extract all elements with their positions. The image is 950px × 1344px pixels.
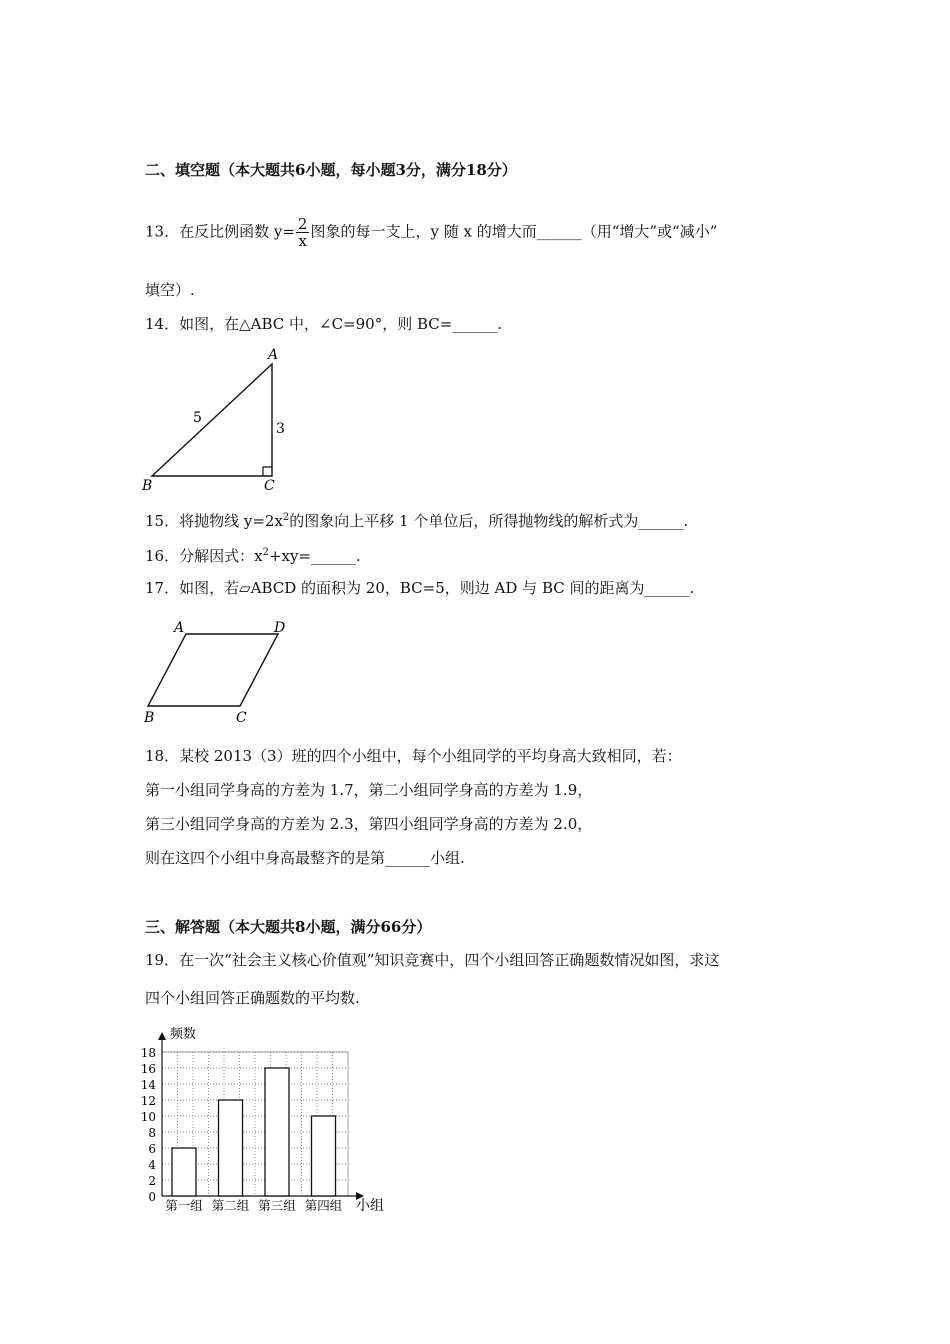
y-tick-label: 8: [148, 1126, 156, 1140]
q15-exponent: 2: [282, 512, 290, 523]
q16-text: [145, 543, 361, 566]
y-tick-label: 0: [148, 1190, 156, 1204]
q13-before: 13．在反比例函数 y=: [145, 222, 295, 241]
y-tick-label: 4: [148, 1158, 156, 1172]
bar-4: [312, 1116, 336, 1196]
triangle-abc: [152, 364, 272, 476]
y-tick-label: 16: [140, 1062, 156, 1076]
parallelogram-abcd: [148, 634, 278, 706]
x-category-label: 第四组: [304, 1198, 343, 1213]
bar-2: [219, 1100, 243, 1196]
q18-line3: 第三小组同学身高的方差为 2.3，第四小组同学身高的方差为 2.0，: [145, 815, 593, 833]
vertex-d-label: D: [274, 620, 286, 636]
x-category-label: 第三组: [258, 1198, 296, 1213]
q15-after: 的图象向上平移 1 个单位后，所得抛物线的解析式为______.: [289, 512, 689, 530]
vertex-a-label: A: [174, 620, 185, 636]
q13-frac-numerator: 2: [297, 215, 308, 233]
x-category-label: 第二组: [211, 1198, 250, 1213]
q13-frac-denominator: x: [298, 232, 307, 250]
q19-bar-chart: [138, 1020, 408, 1220]
bar-3: [265, 1068, 289, 1196]
vertex-c-label: C: [236, 710, 247, 726]
y-axis-label: 频数: [170, 1027, 197, 1042]
section2-heading: 二、填空题（本大题共6小题，每小题3分，满分18分）: [145, 161, 517, 179]
y-tick-label: 18: [140, 1046, 156, 1060]
hypotenuse-length-label: 5: [193, 410, 202, 426]
q15-before: 15．将抛物线 y=2x: [145, 512, 283, 530]
q19-line2: 四个小组回答正确题数的平均数.: [145, 989, 360, 1007]
q18-line4: 则在这四个小组中身高最整齐的是第______小组.: [145, 849, 465, 867]
q13-fraction: [296, 216, 310, 249]
q13-line1: [145, 216, 717, 249]
q17-text: 17．如图，若▱ABCD 的面积为 20，BC=5，则边 AD 与 BC 间的距离为______.: [145, 579, 695, 597]
q14-text: 14．如图，在△ABC 中，∠C=90°，则 BC=______.: [145, 315, 503, 333]
vertex-b-label: B: [144, 710, 155, 726]
q13-line2: 填空）.: [145, 281, 195, 299]
vertex-b-label: B: [142, 478, 153, 494]
vertex-a-label: A: [268, 347, 279, 363]
q18-line2: 第一小组同学身高的方差为 1.7，第二小组同学身高的方差为 1.9，: [145, 781, 593, 799]
x-category-label: 第一组: [165, 1198, 203, 1213]
y-tick-label: 2: [148, 1174, 156, 1188]
y-tick-label: 6: [148, 1142, 156, 1156]
y-tick-label: 12: [140, 1094, 156, 1108]
y-tick-label: 10: [140, 1110, 156, 1124]
bar-1: [172, 1148, 196, 1196]
q14-triangle-figure: [138, 342, 298, 492]
right-angle-mark: [263, 467, 272, 476]
section3-heading: 三、解答题（本大题共8小题，满分66分）: [145, 918, 432, 936]
q16-before: 16．分解因式：x: [145, 547, 263, 565]
vertex-c-label: C: [264, 478, 275, 494]
q18-line1: 18．某校 2013（3）班的四个小组中，每个小组同学的平均身高大致相同，若：: [145, 747, 682, 765]
q19-line1: 19．在一次“社会主义核心价值观”知识竞赛中，四个小组回答正确题数情况如图，求这: [145, 951, 720, 969]
q16-exponent: 2: [262, 547, 269, 558]
q17-parallelogram-figure: [138, 614, 298, 724]
q15-text: [145, 508, 688, 531]
leg-length-label: 3: [276, 421, 285, 437]
q13-after: 图象的每一支上，y 随 x 的增大而______（用“增大”或“减小”: [310, 222, 718, 241]
y-axis-arrow: [158, 1032, 166, 1040]
x-axis-label: 小组: [356, 1198, 384, 1214]
q16-after: +xy=______.: [268, 547, 361, 565]
y-tick-label: 14: [140, 1078, 156, 1092]
